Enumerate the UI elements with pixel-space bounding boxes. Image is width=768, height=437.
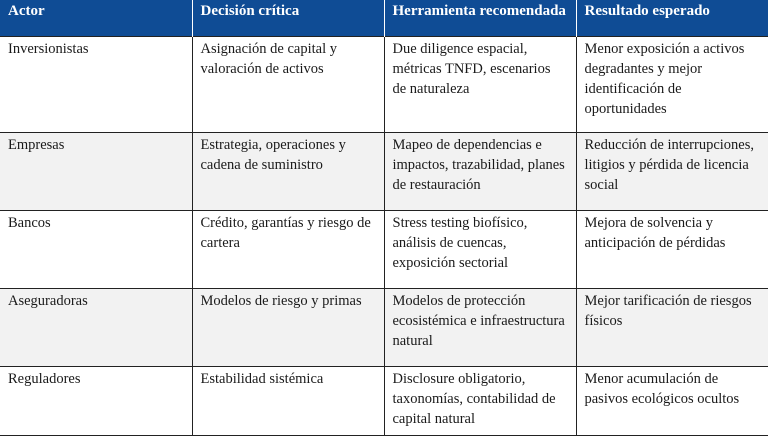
table-row [0,133,768,211]
table-row [0,211,768,289]
header-decision: Decisión crítica [192,0,384,37]
cell-actor: Inversionistas [0,37,192,133]
cell-decision: Modelos de riesgo y primas [192,289,384,367]
cell-result: Reducción de interrupciones, litigios y pérdida de licencia social [576,133,768,211]
cell-result: Menor acumulación de pasivos ecológicos ocultos [576,367,768,436]
cell-tool: Disclosure obligatorio, taxonomías, contabilidad de capital natural [384,367,576,436]
cell-result: Mejor tarificación de riesgos físicos [576,289,768,367]
table-row [0,37,768,133]
cell-actor: Bancos [0,211,192,289]
cell-actor: Reguladores [0,367,192,436]
cell-tool: Mapeo de dependencias e impactos, trazabilidad, planes de restauración [384,133,576,211]
cell-tool: Due diligence espacial, métricas TNFD, escenarios de naturaleza [384,37,576,133]
table-row [0,367,768,436]
header-row [0,0,768,37]
cell-actor: Empresas [0,133,192,211]
cell-decision: Estrategia, operaciones y cadena de suministro [192,133,384,211]
header-tool: Herramienta recomendada [384,0,576,37]
header-actor: Actor [0,0,192,37]
cell-result: Menor exposición a activos degradantes y mejor identificación de oportunidades [576,37,768,133]
cell-decision: Estabilidad sistémica [192,367,384,436]
table-row [0,289,768,367]
table-header [0,0,768,37]
cell-decision: Crédito, garantías y riesgo de cartera [192,211,384,289]
header-result: Resultado esperado [576,0,768,37]
cell-tool: Modelos de protección ecosistémica e infraestructura natural [384,289,576,367]
cell-tool: Stress testing biofísico, análisis de cuencas, exposición sectorial [384,211,576,289]
cell-decision: Asignación de capital y valoración de activos [192,37,384,133]
cell-actor: Aseguradoras [0,289,192,367]
cell-result: Mejora de solvencia y anticipación de pérdidas [576,211,768,289]
table-body [0,37,768,436]
